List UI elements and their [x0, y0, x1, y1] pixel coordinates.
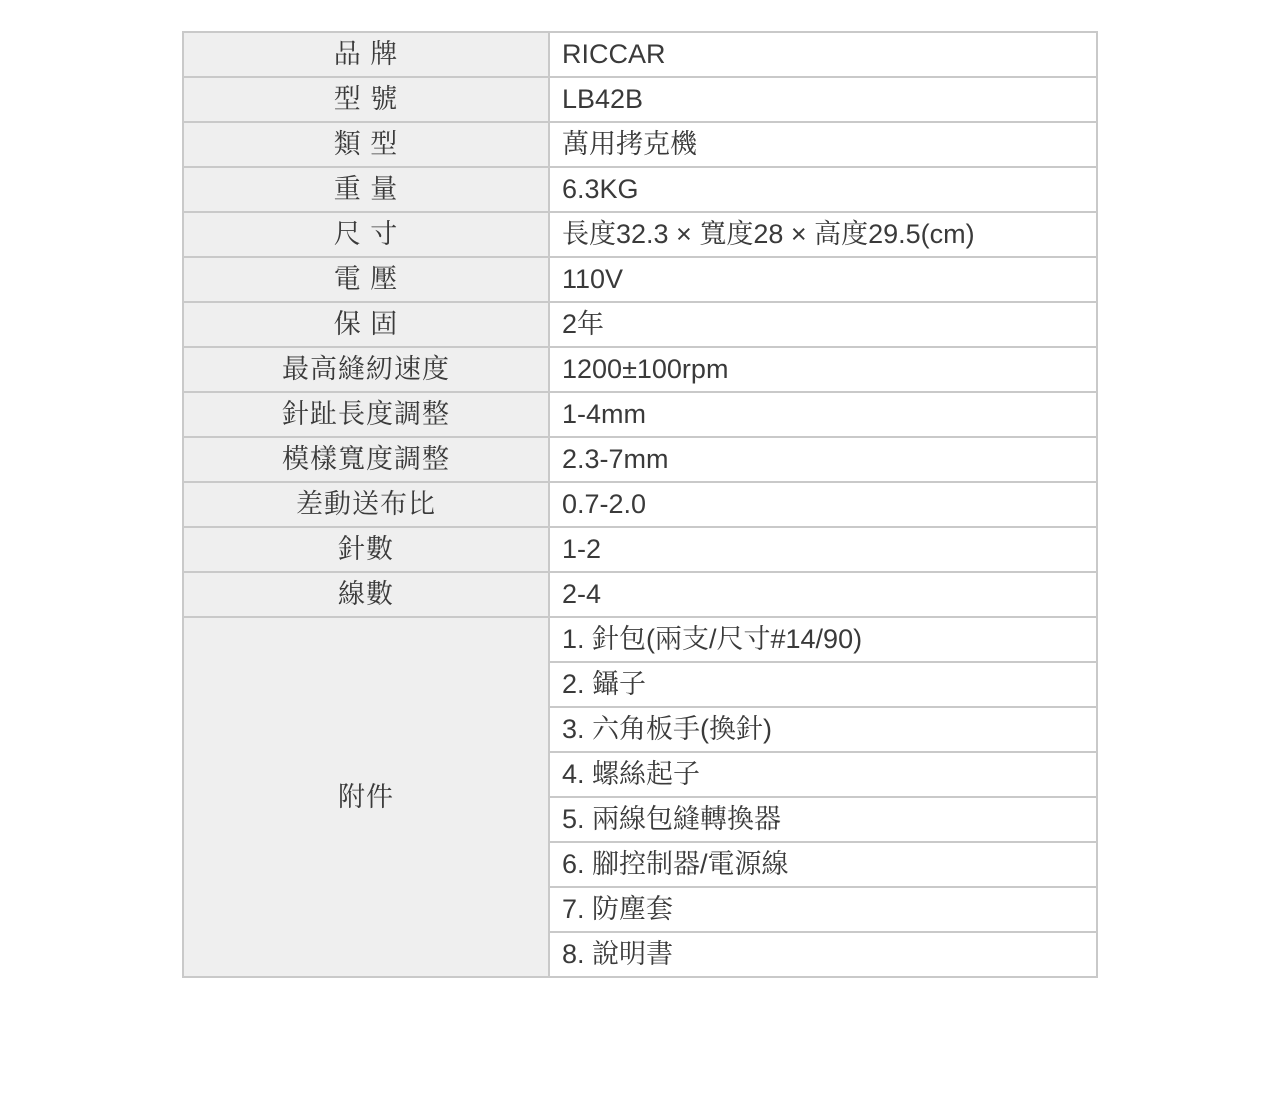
accessory-item: 2. 鑷子: [549, 662, 1097, 707]
spec-row-voltage: [183, 257, 1097, 302]
spec-value: LB42B: [549, 77, 1097, 122]
spec-label: 重 量: [183, 167, 549, 212]
accessory-row: [183, 617, 1097, 662]
spec-value: 0.7-2.0: [549, 482, 1097, 527]
spec-value: 2-4: [549, 572, 1097, 617]
spec-row-threads: [183, 572, 1097, 617]
spec-label: 尺 寸: [183, 212, 549, 257]
spec-label: 保 固: [183, 302, 549, 347]
spec-row-stitch-width: [183, 437, 1097, 482]
accessory-item: 4. 螺絲起子: [549, 752, 1097, 797]
spec-label: 針數: [183, 527, 549, 572]
spec-value: 萬用拷克機: [549, 122, 1097, 167]
spec-row-needles: [183, 527, 1097, 572]
spec-row-warranty: [183, 302, 1097, 347]
accessory-item: 6. 腳控制器/電源線: [549, 842, 1097, 887]
accessory-item: 1. 針包(兩支/尺寸#14/90): [549, 617, 1097, 662]
spec-value: 長度32.3 × 寬度28 × 高度29.5(cm): [549, 212, 1097, 257]
accessory-item: 7. 防塵套: [549, 887, 1097, 932]
spec-value: 2年: [549, 302, 1097, 347]
spec-label: 電 壓: [183, 257, 549, 302]
spec-row-stitch-length: [183, 392, 1097, 437]
spec-label: 針趾長度調整: [183, 392, 549, 437]
spec-label: 型 號: [183, 77, 549, 122]
spec-value: 1-2: [549, 527, 1097, 572]
spec-value: 6.3KG: [549, 167, 1097, 212]
spec-value: 1-4mm: [549, 392, 1097, 437]
spec-value: 110V: [549, 257, 1097, 302]
spec-value: 2.3-7mm: [549, 437, 1097, 482]
spec-label: 最高縫紉速度: [183, 347, 549, 392]
spec-row-max-speed: [183, 347, 1097, 392]
spec-row-model: [183, 77, 1097, 122]
accessory-item: 3. 六角板手(換針): [549, 707, 1097, 752]
accessories-label: 附件: [183, 617, 549, 977]
spec-row-differential-feed: [183, 482, 1097, 527]
spec-value: 1200±100rpm: [549, 347, 1097, 392]
spec-value: RICCAR: [549, 32, 1097, 77]
spec-label: 差動送布比: [183, 482, 549, 527]
spec-row-type: [183, 122, 1097, 167]
spec-label: 品 牌: [183, 32, 549, 77]
spec-table: [182, 31, 1098, 978]
spec-row-weight: [183, 167, 1097, 212]
spec-row-brand: [183, 32, 1097, 77]
spec-label: 類 型: [183, 122, 549, 167]
spec-label: 模樣寬度調整: [183, 437, 549, 482]
accessory-item: 8. 說明書: [549, 932, 1097, 977]
accessory-item: 5. 兩線包縫轉換器: [549, 797, 1097, 842]
spec-label: 線數: [183, 572, 549, 617]
spec-row-dimensions: [183, 212, 1097, 257]
